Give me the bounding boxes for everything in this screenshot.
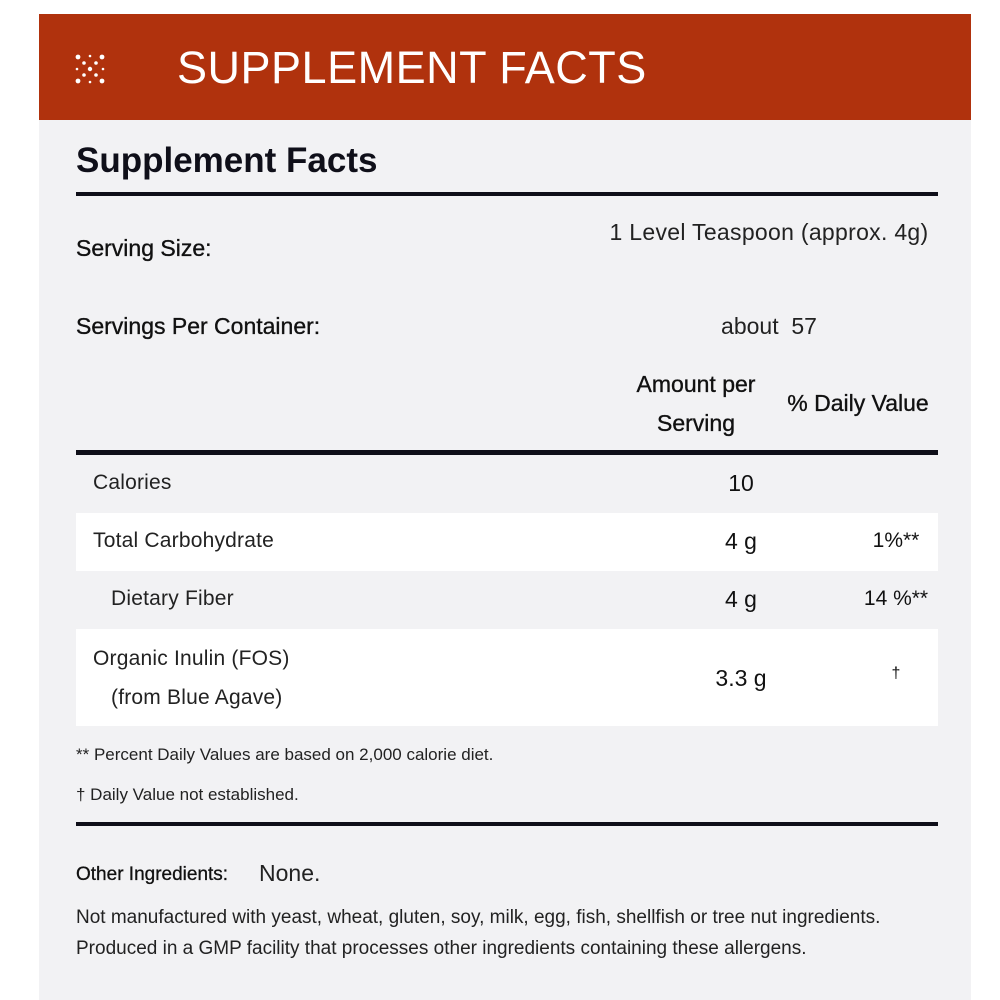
footnote-dv-not-established: † Daily Value not established. xyxy=(76,785,299,804)
servings-per-container-label: Servings Per Container: xyxy=(76,313,321,339)
nutrient-daily-value: † xyxy=(891,665,901,682)
nutrient-amount: 4 g xyxy=(725,528,757,554)
allergen-disclaimer: Not manufactured with yeast, wheat, gluten, soy, milk, egg, fish, shellfish or tree nut ingredients. Produced in a GMP facility that processes other ingredients containing these allergens. xyxy=(76,907,881,959)
serving-size-label: Serving Size: xyxy=(76,235,212,261)
servings-per-container-value: about 57 xyxy=(721,313,817,339)
column-header-daily-value: % Daily Value xyxy=(787,390,929,416)
nutrient-daily-value: 1%** xyxy=(872,529,920,552)
divider-top xyxy=(76,192,938,196)
nutrient-row xyxy=(76,571,938,629)
nutrient-row xyxy=(76,513,938,571)
nutrient-row xyxy=(76,629,938,726)
other-ingredients-label: Other Ingredients: xyxy=(76,864,229,885)
nutrient-daily-value: 14 %** xyxy=(863,587,929,610)
footnote-percent-daily-values: ** Percent Daily Values are based on 2,000 calorie diet. xyxy=(76,745,494,764)
nutrient-label: Organic Inulin (FOS) xyxy=(93,647,290,670)
nutrient-amount: 10 xyxy=(728,470,754,496)
nutrient-label: Total Carbohydrate xyxy=(93,529,275,552)
divider-bottom xyxy=(76,822,938,826)
banner-title: SUPPLEMENT FACTS xyxy=(177,42,647,93)
nutrient-row xyxy=(76,455,938,513)
nutrient-label: Dietary Fiber xyxy=(111,587,234,610)
nutrient-amount: 3.3 g xyxy=(715,665,767,691)
sparkle-x-icon xyxy=(73,52,107,86)
facts-title: Supplement Facts xyxy=(76,141,378,180)
section-banner[interactable] xyxy=(39,14,971,120)
column-header-amount: Amount per Serving xyxy=(636,371,756,436)
nutrient-sublabel: (from Blue Agave) xyxy=(111,686,283,709)
serving-size-value: 1 Level Teaspoon (approx. 4g) xyxy=(609,219,929,245)
supplement-facts-card xyxy=(39,14,971,1000)
nutrient-amount: 4 g xyxy=(725,586,757,612)
nutrient-label: Calories xyxy=(93,471,172,494)
other-ingredients-value: None. xyxy=(259,860,321,886)
